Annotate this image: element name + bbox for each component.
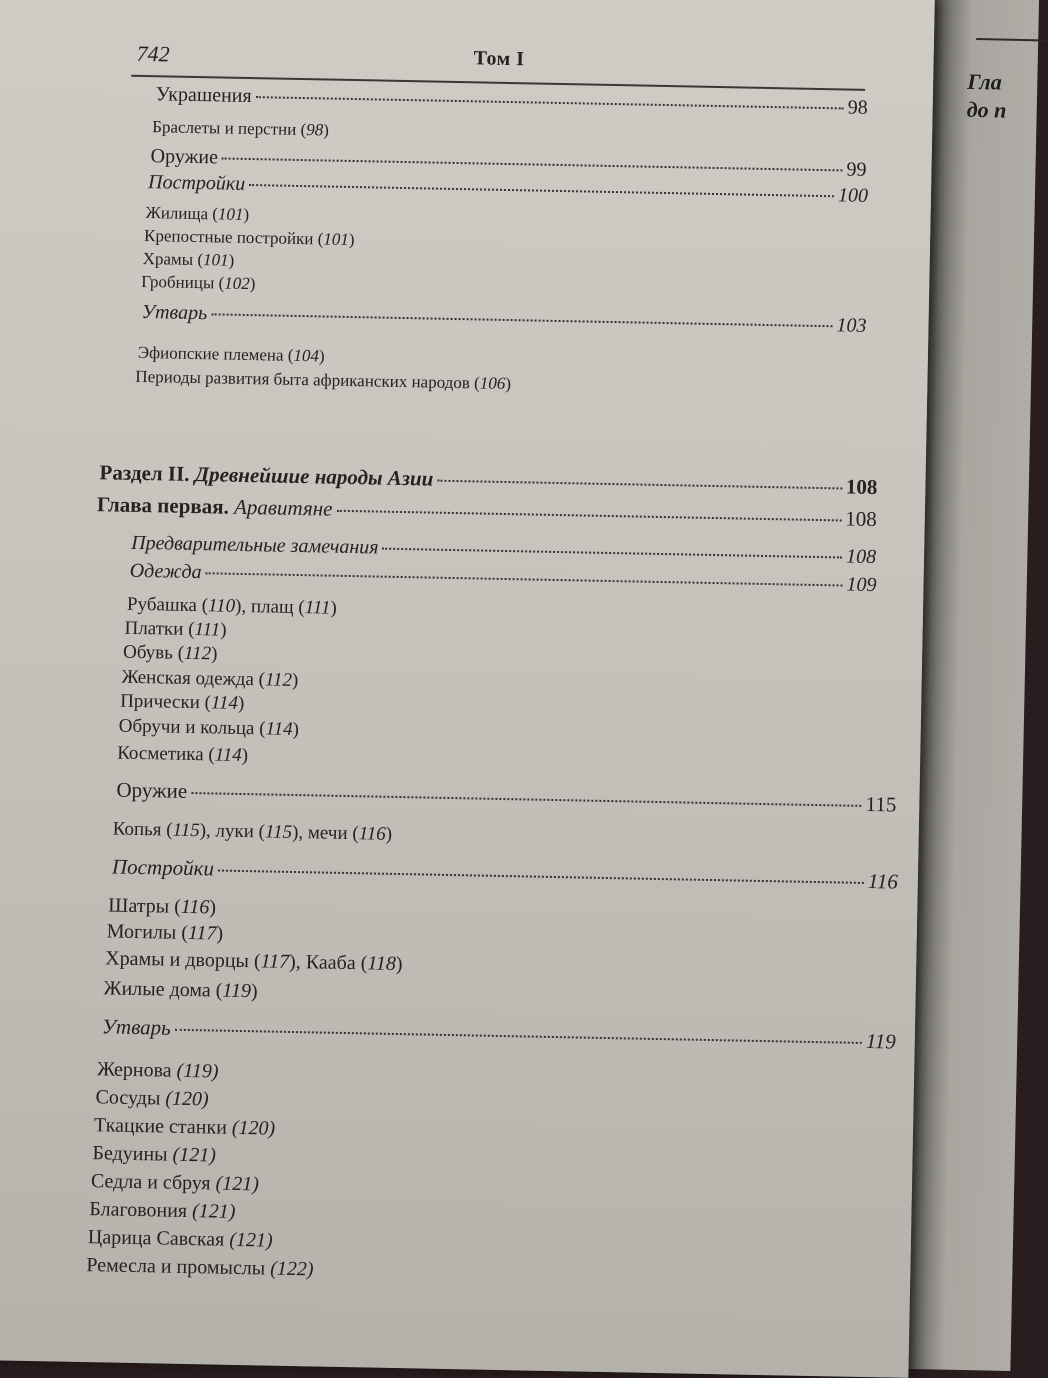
next-page-text: Гла до п bbox=[966, 68, 1007, 123]
toc-entry-utensils-2: Утварь 119 bbox=[101, 1014, 897, 1054]
running-header: Том I bbox=[473, 47, 525, 71]
toc-chapter-1: Глава первая. Аравитяне 108 bbox=[96, 492, 878, 532]
toc-subentry: Крепостные постройки (101) bbox=[143, 226, 355, 250]
toc-subentry: Сосуды (120) bbox=[95, 1086, 209, 1111]
leader-dots bbox=[211, 313, 832, 327]
leader-dots bbox=[206, 572, 843, 586]
toc-subentry: Эфиопские племена (104) bbox=[137, 342, 325, 366]
toc-subentry: Рубашка (110), плащ (111) bbox=[126, 593, 337, 619]
toc-subentry: Бедуины (121) bbox=[92, 1142, 217, 1167]
toc-section-2: Раздел II. Древнейшие народы Азии 108 bbox=[99, 460, 878, 500]
toc-subentry: Жилые дома (119) bbox=[103, 977, 258, 1003]
toc-subentry: Царица Савская (121) bbox=[87, 1226, 273, 1252]
toc-subentry: Храмы и дворцы (117), Кааба (118) bbox=[105, 947, 403, 976]
toc-subentry: Женская одежда (112) bbox=[121, 666, 299, 692]
leader-dots bbox=[222, 157, 843, 171]
page-number: 742 bbox=[136, 40, 170, 67]
toc-subentry: Обувь (112) bbox=[122, 641, 218, 665]
toc-entry-ornaments: Украшения 98 bbox=[155, 83, 868, 119]
leader-dots bbox=[437, 480, 842, 490]
toc-subentry: Платки (111) bbox=[124, 617, 227, 641]
toc-subentry: Ткацкие станки (120) bbox=[93, 1114, 276, 1140]
toc-subentry: Седла и сбруя (121) bbox=[90, 1170, 260, 1196]
toc-entry-weapons-2: Оружие 115 bbox=[116, 777, 897, 817]
toc-subentry: Браслеты и перстни (98) bbox=[152, 117, 330, 140]
next-page-rule bbox=[976, 38, 1046, 41]
toc-subentry: Периоды развития быта африканских народов (106) bbox=[135, 366, 512, 394]
leader-dots bbox=[256, 96, 844, 109]
toc-subentry: Обручи и кольца (114) bbox=[118, 715, 300, 741]
toc-entry-weapons: Оружие 99 bbox=[150, 145, 867, 181]
toc-entry-clothing: Одежда 109 bbox=[129, 559, 877, 597]
leader-dots bbox=[336, 510, 841, 522]
leader-dots bbox=[175, 1029, 862, 1044]
toc-entry-buildings-2: Постройки 116 bbox=[111, 854, 899, 894]
toc-subentry: Шатры (116) bbox=[108, 894, 217, 919]
toc-subentry: Благовония (121) bbox=[89, 1198, 236, 1223]
leader-dots bbox=[191, 792, 861, 807]
toc-entry-buildings: Постройки 100 bbox=[147, 171, 869, 207]
toc-subentry: Копья (115), луки (115), мечи (116) bbox=[112, 818, 393, 845]
leader-dots bbox=[249, 184, 834, 197]
leader-dots bbox=[383, 548, 843, 559]
toc-subentry: Прически (114) bbox=[119, 690, 245, 715]
toc-subentry: Храмы (101) bbox=[142, 248, 235, 270]
leader-dots bbox=[218, 870, 864, 884]
toc-subentry: Косметика (114) bbox=[116, 742, 249, 767]
toc-entry-prelim: Предварительные замечания 108 bbox=[131, 531, 877, 569]
toc-subentry: Жилища (101) bbox=[145, 203, 250, 225]
toc-entry-utensils: Утварь 103 bbox=[141, 300, 867, 337]
toc-subentry: Могилы (117) bbox=[106, 920, 224, 945]
toc-subentry: Жернова (119) bbox=[96, 1058, 219, 1083]
toc-subentry: Гробницы (102) bbox=[141, 271, 256, 294]
toc-subentry: Ремесла и промыслы (122) bbox=[86, 1254, 314, 1281]
